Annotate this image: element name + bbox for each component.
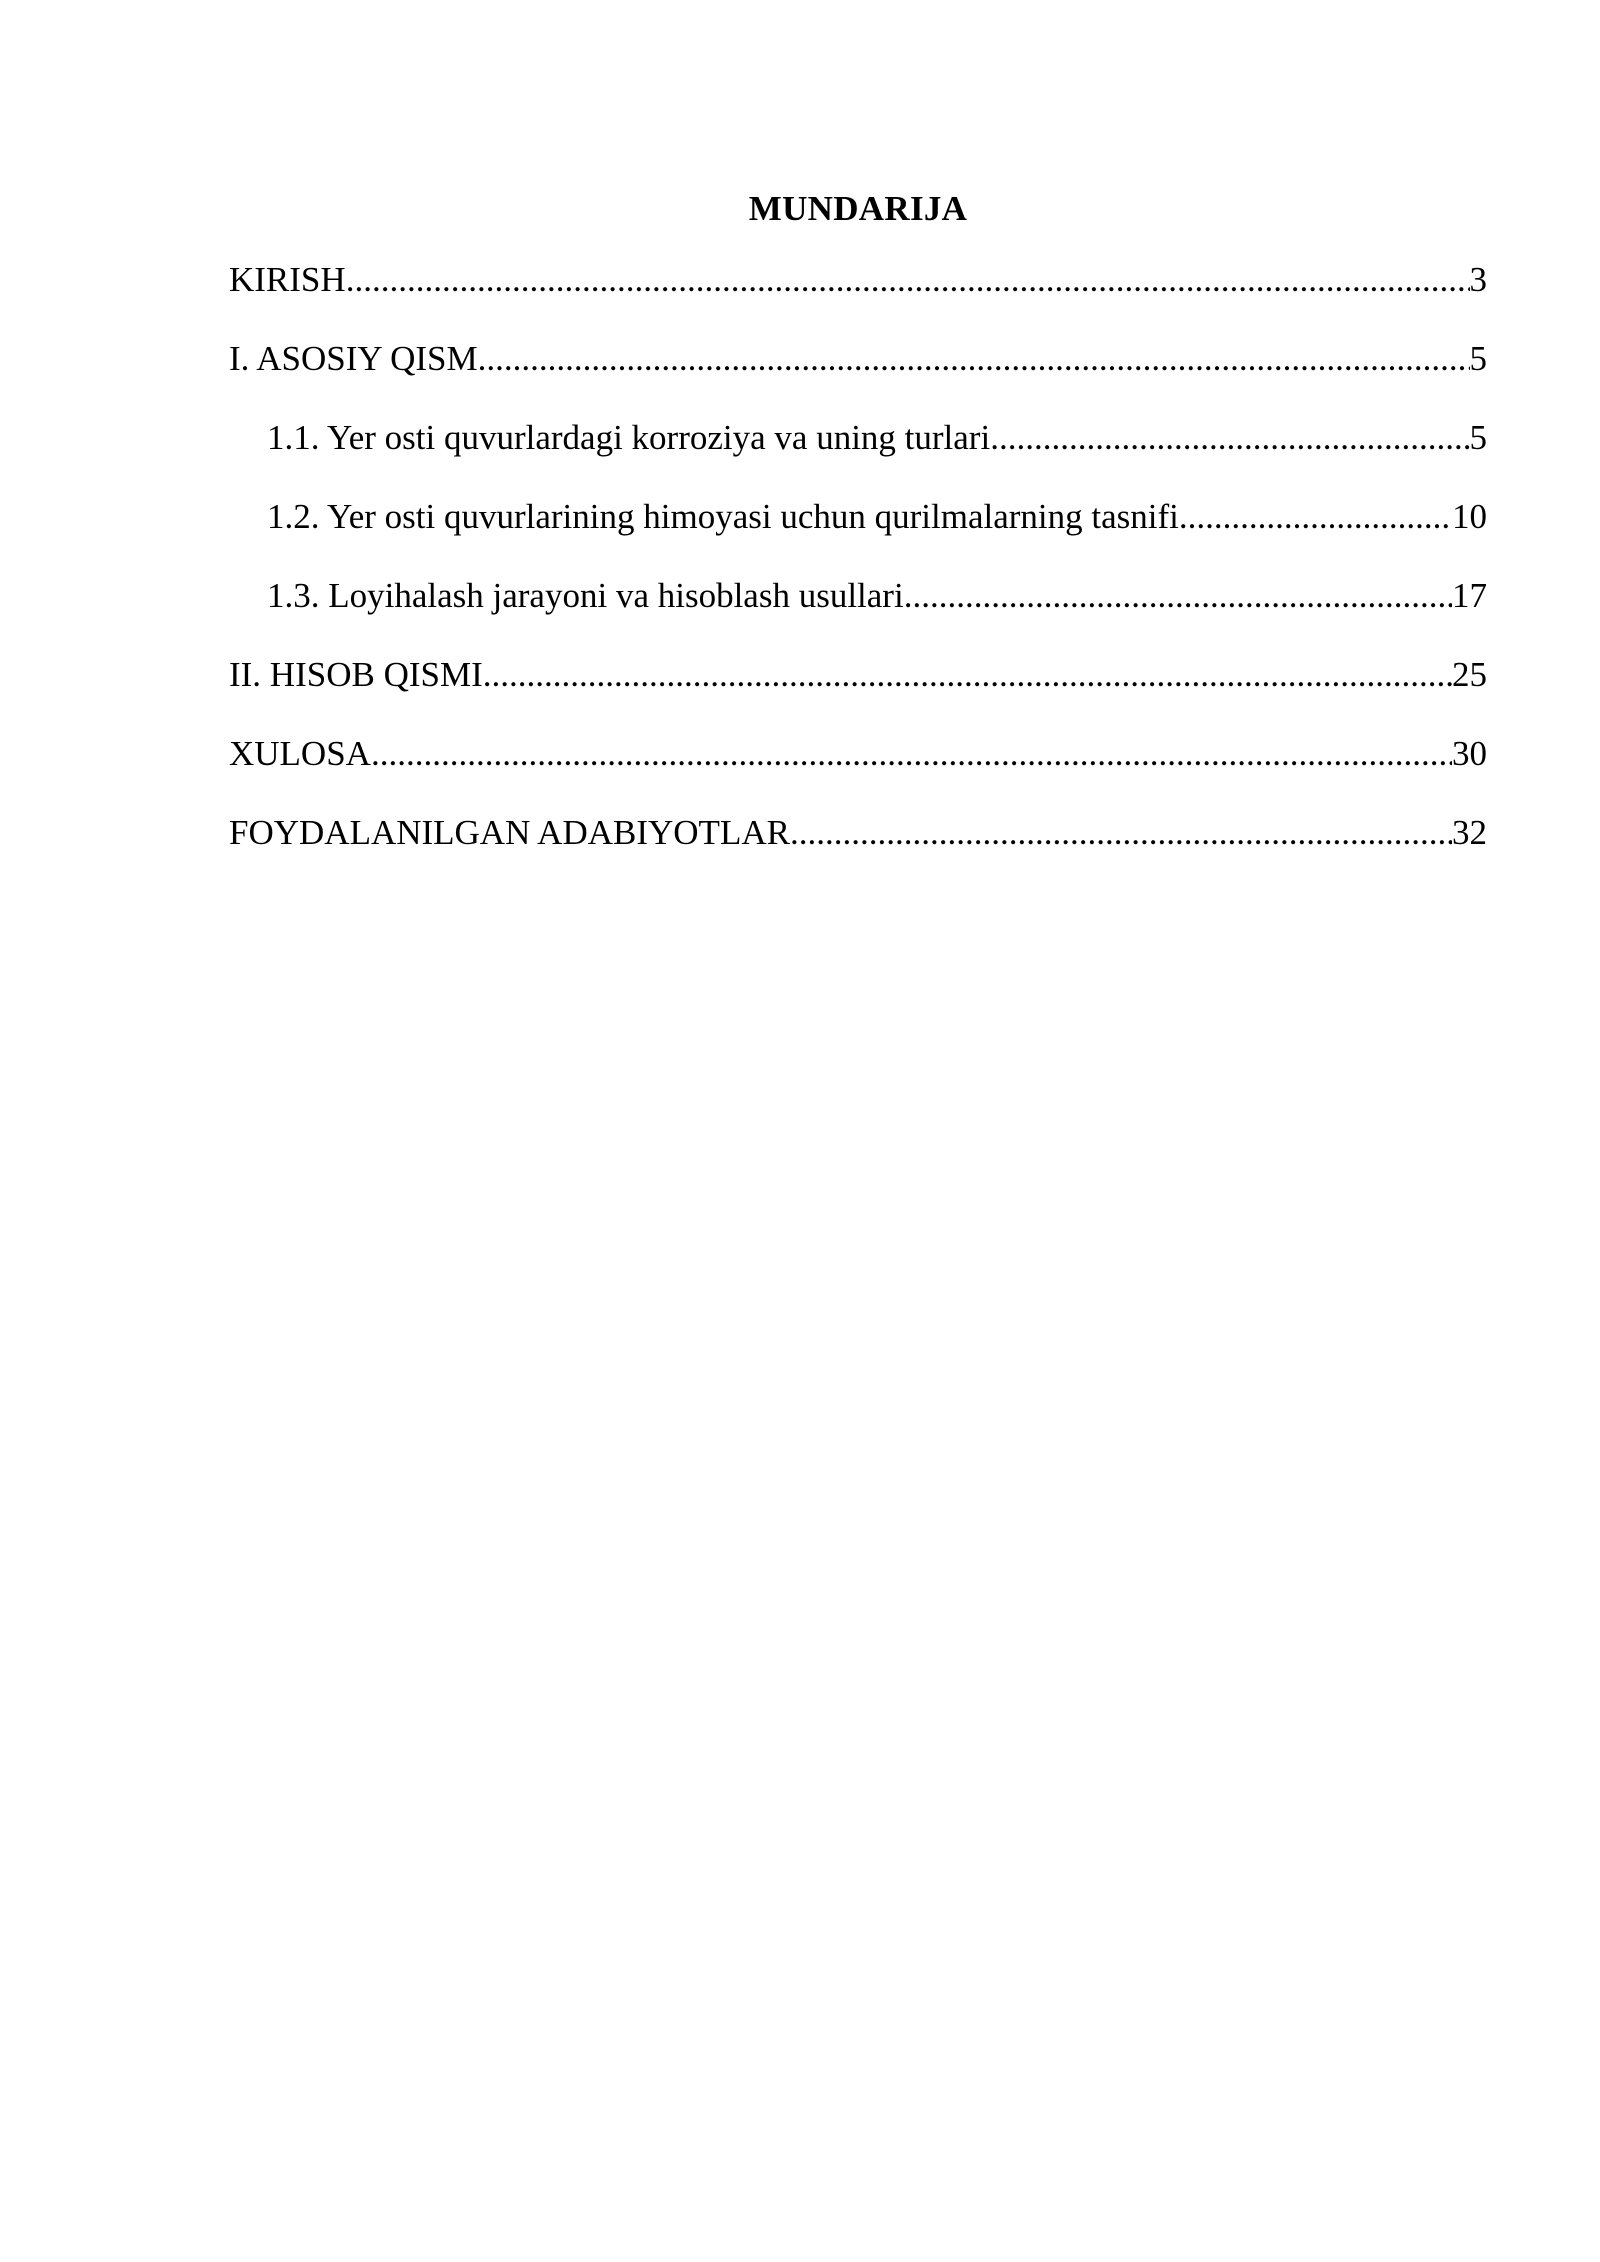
toc-page-number: 5 (1469, 339, 1487, 378)
toc-entry-label: 1.3. Loyihalash jarayoni va hisoblash usullari (267, 576, 904, 615)
toc-entry-label: FOYDALANILGAN ADABIYOTLAR (229, 813, 790, 852)
toc-page-number: 32 (1452, 813, 1487, 852)
toc-entry-label: 1.1. Yer osti quvurlardagi korroziya va uning turlari (267, 418, 991, 457)
dot-leader (346, 240, 1470, 319)
toc-title: MUNDARIJA (748, 189, 968, 228)
table-of-contents (229, 178, 1487, 872)
toc-entry-label: I. ASOSIY QISM (229, 339, 478, 378)
toc-entry-xulosa[interactable] (229, 714, 1487, 793)
toc-page-number: 30 (1452, 734, 1487, 773)
toc-entry-adabiyotlar[interactable] (229, 793, 1487, 872)
toc-entry-kirish[interactable] (229, 240, 1487, 319)
toc-page-number: 25 (1452, 655, 1487, 694)
toc-page-number: 10 (1452, 497, 1487, 536)
toc-entry-label: 1.2. Yer osti quvurlarining himoyasi uchun qurilmalarning tasnifi (267, 497, 1179, 536)
toc-entry-label: KIRISH (229, 260, 346, 299)
dot-leader (990, 398, 1469, 477)
dot-leader (1179, 477, 1452, 556)
toc-entry-label: II. HISOB QISMI (229, 655, 483, 694)
dot-leader (478, 319, 1470, 398)
dot-leader (483, 635, 1452, 714)
toc-page-number: 17 (1452, 576, 1487, 615)
toc-entry-section-1-1[interactable] (229, 398, 1487, 477)
toc-page-number: 3 (1469, 260, 1487, 299)
toc-entry-section-1-2[interactable] (229, 477, 1487, 556)
dot-leader (904, 556, 1452, 635)
toc-entry-label: XULOSA (229, 734, 371, 773)
toc-entry-hisob-qismi[interactable] (229, 635, 1487, 714)
toc-entry-section-1-3[interactable] (229, 556, 1487, 635)
dot-leader (371, 714, 1452, 793)
dot-leader (790, 793, 1452, 872)
toc-page-number: 5 (1469, 418, 1487, 457)
toc-entry-asosiy-qism[interactable] (229, 319, 1487, 398)
